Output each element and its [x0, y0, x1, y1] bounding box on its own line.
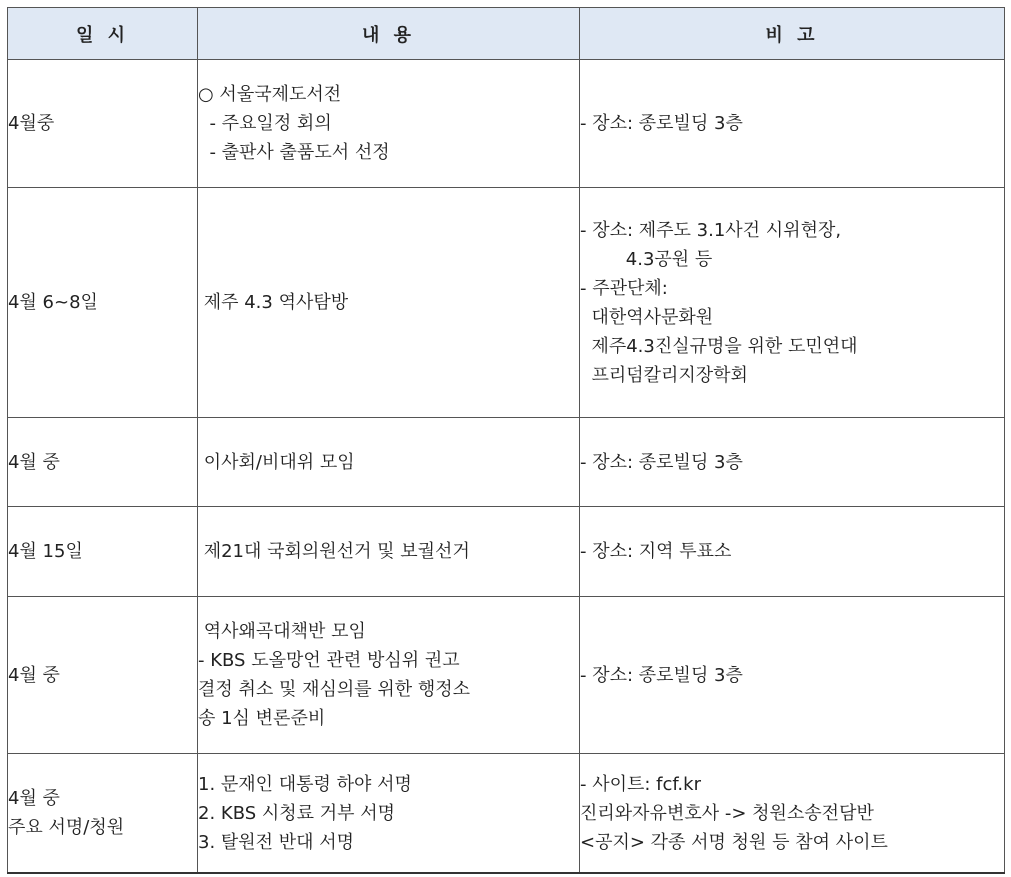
- content-cell: [198, 418, 580, 507]
- table-row: [8, 507, 1005, 597]
- cell-line: - 장소: 종로빌딩 3층: [580, 451, 743, 473]
- note-cell: [580, 188, 1005, 418]
- content-cell: [198, 754, 580, 874]
- schedule-table: [7, 7, 1005, 874]
- note-cell: [580, 507, 1005, 597]
- cell-line: - 출판사 출품도서 선정: [198, 142, 390, 163]
- cell-line: 4월 15일: [8, 541, 83, 562]
- date-cell: [8, 188, 198, 418]
- cell-line: 송 1심 변론준비: [198, 708, 326, 729]
- cell-line: 4월 중: [8, 788, 60, 809]
- header-row: [8, 8, 1005, 60]
- note-cell: [580, 597, 1005, 754]
- date-cell: [8, 60, 198, 188]
- cell-line: 4월 중: [8, 664, 60, 686]
- table-row: [8, 597, 1005, 754]
- cell-line: 4월 중: [8, 451, 60, 473]
- cell-line: - 장소: 종로빌딩 3층: [580, 664, 743, 686]
- header-content: 내 용: [198, 8, 580, 60]
- cell-line: 진리와자유변호사 -> 청원소송전담반: [580, 802, 874, 824]
- table-row: [8, 754, 1005, 874]
- cell-line: ○ 서울국제도서전: [198, 84, 342, 105]
- cell-line: 제주4.3진실규명을 위한 도민연대: [580, 335, 858, 357]
- date-cell: [8, 507, 198, 597]
- cell-line: - 사이트: fcf.kr: [580, 773, 701, 795]
- note-cell: [580, 418, 1005, 507]
- note-cell: [580, 754, 1005, 874]
- cell-line: - 주요일정 회의: [198, 113, 332, 134]
- header-note: 비 고: [580, 8, 1005, 60]
- cell-line: - 장소: 지역 투표소: [580, 541, 732, 562]
- date-cell: [8, 754, 198, 874]
- header-date: 일 시: [8, 8, 198, 60]
- cell-line: 이사회/비대위 모임: [198, 451, 355, 473]
- cell-line: 4월 6~8일: [8, 292, 98, 313]
- cell-line: - KBS 도올망언 관련 방심위 권고: [198, 650, 460, 671]
- cell-line: 3. 탈원전 반대 서명: [198, 831, 355, 853]
- note-cell: [580, 60, 1005, 188]
- table-row: [8, 60, 1005, 188]
- table-row: [8, 188, 1005, 418]
- cell-line: - 장소: 제주도 3.1사건 시위현장,: [580, 219, 842, 241]
- content-cell: [198, 597, 580, 754]
- cell-line: 1. 문재인 대통령 하야 서명: [198, 773, 412, 795]
- date-cell: [8, 418, 198, 507]
- cell-line: - 주관단체:: [580, 277, 668, 299]
- cell-line: 2. KBS 시청료 거부 서명: [198, 802, 396, 824]
- cell-line: 제21대 국회의원선거 및 보궐선거: [198, 541, 470, 562]
- cell-line: 프리덤칼리지장학회: [580, 364, 748, 386]
- cell-line: 제주 4.3 역사탐방: [198, 292, 349, 313]
- cell-line: 대한역사문화원: [580, 306, 714, 328]
- cell-line: <공지> 각종 서명 청원 등 참여 사이트: [580, 831, 888, 853]
- date-cell: [8, 597, 198, 754]
- cell-line: 4월중: [8, 113, 55, 134]
- cell-line: 주요 서명/청원: [8, 817, 125, 838]
- content-cell: [198, 507, 580, 597]
- cell-line: 역사왜곡대책반 모임: [198, 621, 366, 642]
- cell-line: - 장소: 종로빌딩 3층: [580, 113, 743, 134]
- content-cell: [198, 60, 580, 188]
- cell-line: 결정 취소 및 재심의를 위한 행정소: [198, 679, 471, 700]
- content-cell: [198, 188, 580, 418]
- table-row: [8, 418, 1005, 507]
- cell-line: 4.3공원 등: [580, 248, 713, 270]
